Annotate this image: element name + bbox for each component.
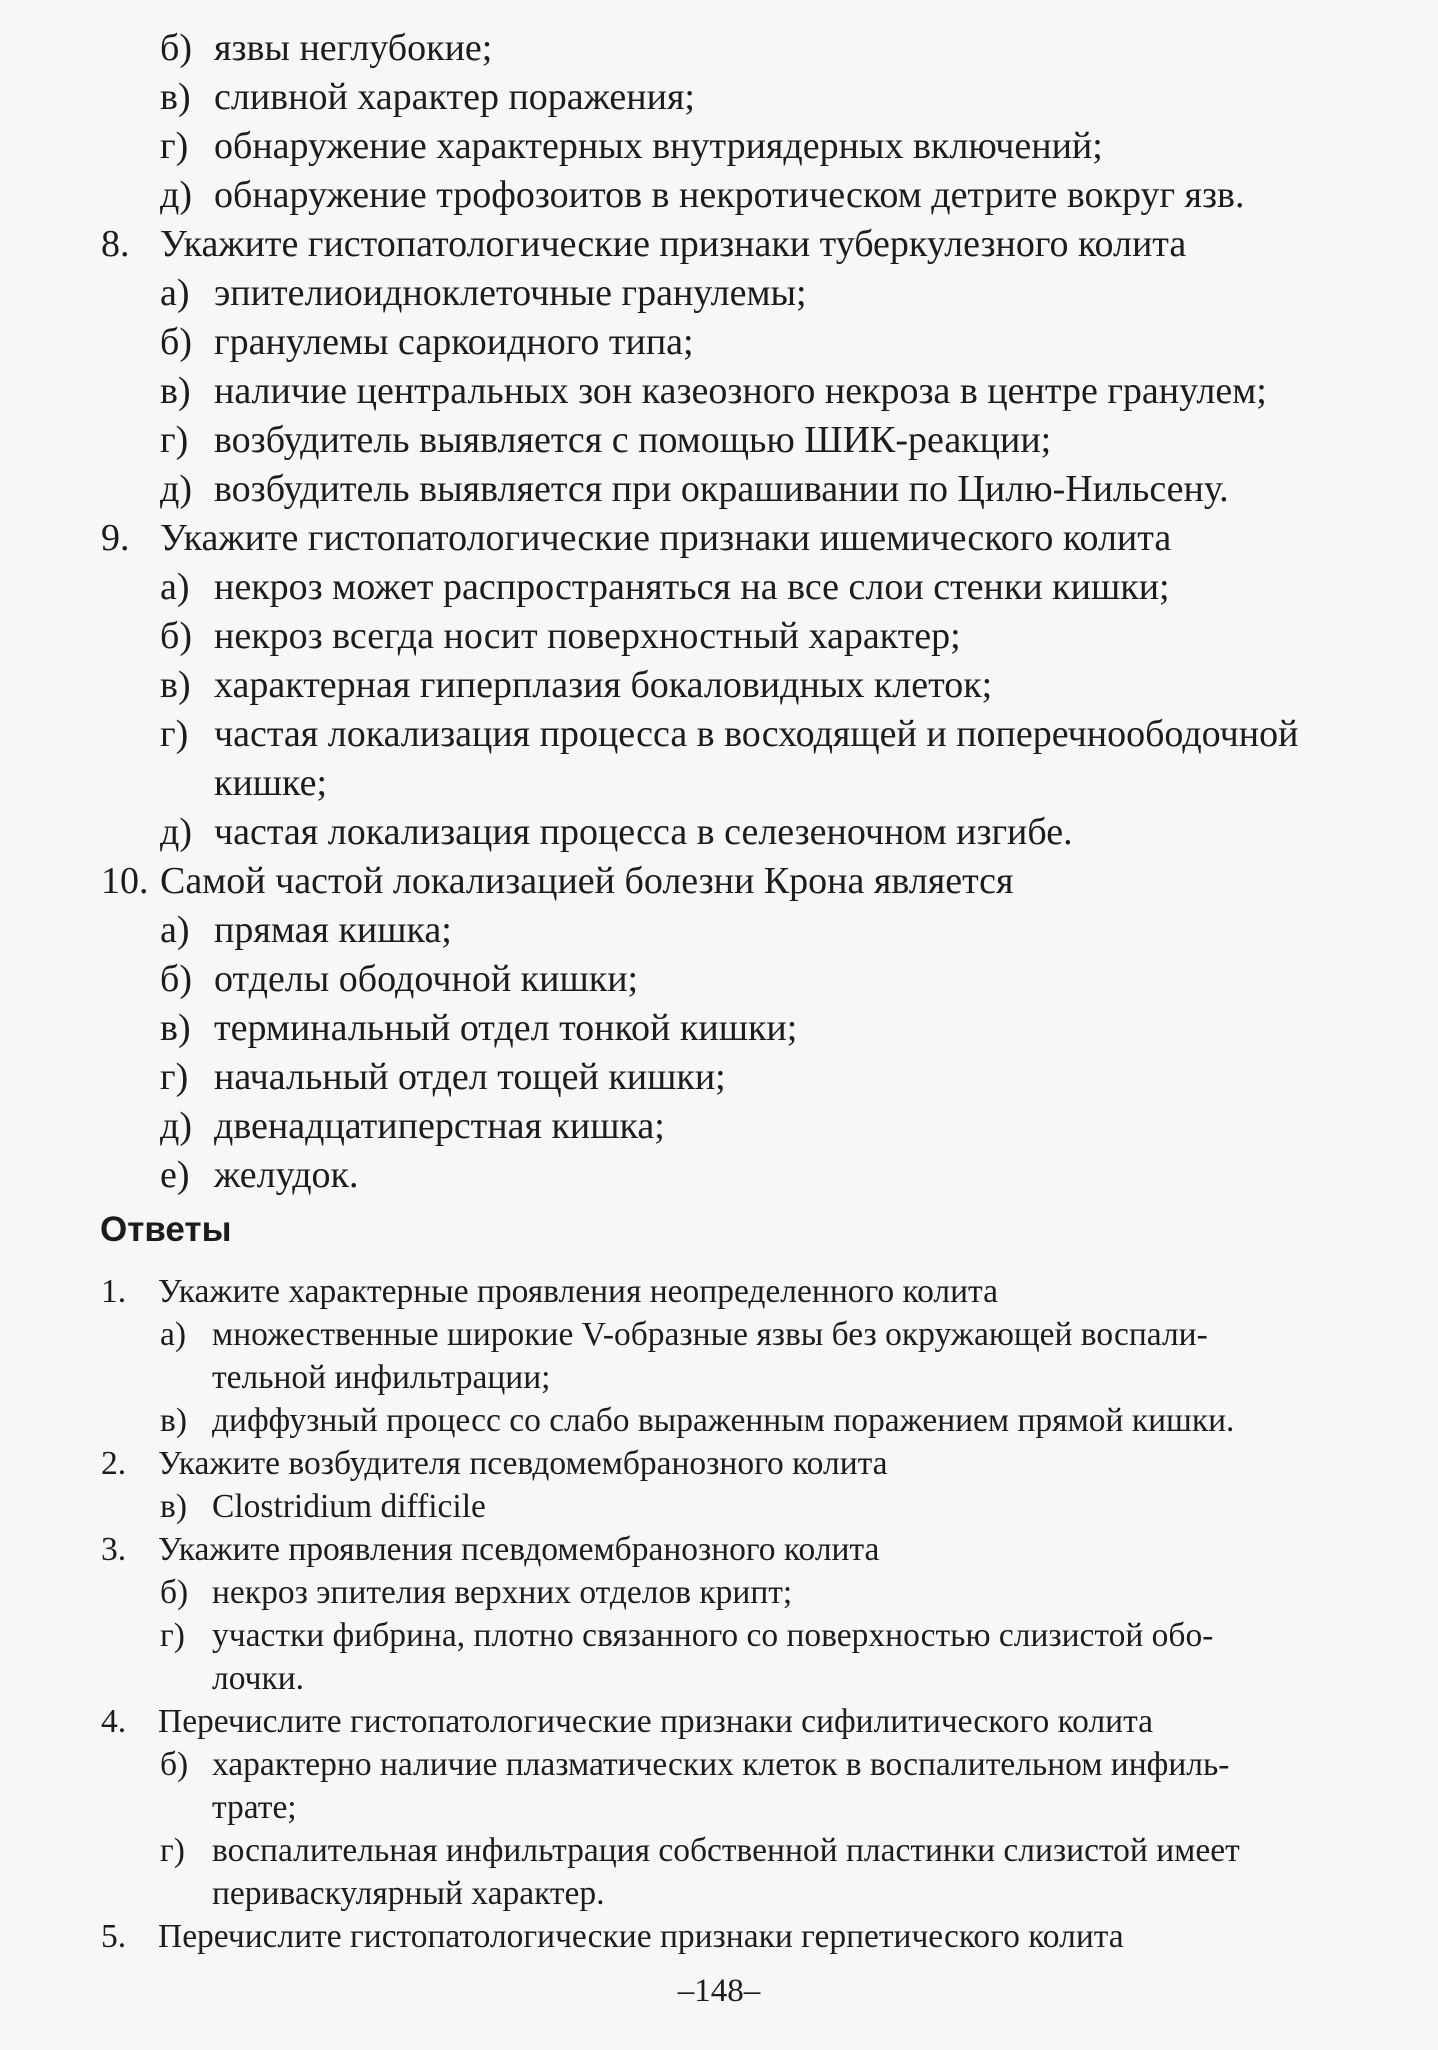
option-label: д): [160, 811, 192, 853]
question-number: 9.: [101, 517, 130, 559]
option-text: возбудитель выявляется с помощью ШИК-реакции;: [214, 419, 1052, 461]
question-text: Укажите гистопатологические признаки туберкулезного колита: [160, 223, 1187, 265]
option-text-continued: периваскулярный характер.: [212, 1875, 605, 1912]
option-label: д): [160, 174, 192, 216]
option-text: язвы неглубокие;: [214, 27, 493, 69]
answer-question: Укажите характерные проявления неопределенного колита: [158, 1273, 998, 1310]
option-label: г): [160, 419, 189, 461]
option-text: некроз всегда носит поверхностный характер;: [214, 615, 961, 657]
option-text: воспалительная инфильтрация собственной пластинки слизистой имеет: [212, 1832, 1240, 1869]
option-label: а): [160, 1316, 187, 1353]
option-label: г): [160, 1832, 185, 1869]
answer-question: Перечислите гистопатологические признаки герпетического колита: [158, 1918, 1124, 1955]
option-label: в): [160, 664, 191, 706]
option-text-continued: тельной инфильтрации;: [212, 1359, 551, 1396]
option-text: частая локализация процесса в селезеночном изгибе.: [214, 811, 1073, 853]
option-text: частая локализация процесса в восходящей и поперечноободочной: [214, 713, 1299, 755]
option-text: обнаружение трофозоитов в некротическом детрите вокруг язв.: [214, 174, 1245, 216]
option-text-continued: лочки.: [212, 1660, 305, 1697]
option-text-continued: кишке;: [214, 762, 327, 804]
option-label: а): [160, 272, 190, 314]
option-label: в): [160, 1007, 191, 1049]
option-text: наличие центральных зон казеозного некроза в центре гранулем;: [214, 370, 1267, 412]
option-text: множественные широкие V-образные язвы без окружающей воспали-: [212, 1316, 1208, 1353]
option-label: е): [160, 1154, 190, 1196]
answers-heading: Ответы: [100, 1210, 232, 1249]
option-label: а): [160, 566, 190, 608]
option-text: диффузный процесс со слабо выраженным поражением прямой кишки.: [212, 1402, 1235, 1439]
option-label: в): [160, 76, 191, 118]
answer-question: Укажите проявления псевдомембранозного колита: [158, 1531, 880, 1568]
option-text: Clostridium difficile: [212, 1488, 486, 1525]
answer-question: Укажите возбудителя псевдомембранозного колита: [158, 1445, 888, 1482]
page-number: –148–: [677, 1973, 761, 2009]
question-number: 10.: [101, 860, 149, 902]
option-text: обнаружение характерных внутриядерных включений;: [214, 125, 1103, 167]
option-text: двенадцатиперстная кишка;: [214, 1105, 665, 1147]
option-label: б): [160, 27, 192, 69]
option-label: б): [160, 321, 192, 363]
option-text: эпителиоидноклеточные гранулемы;: [214, 272, 807, 314]
option-label: б): [160, 1574, 189, 1611]
option-label: д): [160, 1105, 192, 1147]
option-label: б): [160, 958, 192, 1000]
option-text: гранулемы саркоидного типа;: [214, 321, 694, 363]
option-text: участки фибрина, плотно связанного со поверхностью слизистой обо-: [212, 1617, 1214, 1654]
option-label: в): [160, 1402, 187, 1439]
option-label: д): [160, 468, 192, 510]
answer-number: 2.: [101, 1445, 127, 1482]
option-label: б): [160, 615, 192, 657]
answer-question: Перечислите гистопатологические признаки сифилитического колита: [158, 1703, 1154, 1740]
option-label: а): [160, 909, 190, 951]
answer-number: 3.: [101, 1531, 127, 1568]
option-text: характерно наличие плазматических клеток в воспалительном инфиль-: [212, 1746, 1230, 1783]
option-text-continued: трате;: [212, 1789, 297, 1826]
answer-number: 5.: [101, 1918, 127, 1955]
option-text: прямая кишка;: [214, 909, 452, 951]
option-label: г): [160, 713, 189, 755]
option-text: характерная гиперплазия бокаловидных клеток;: [214, 664, 993, 706]
question-text: Самой частой локализацией болезни Крона является: [160, 860, 1014, 902]
option-label: б): [160, 1746, 189, 1783]
option-text: начальный отдел тощей кишки;: [214, 1056, 726, 1098]
option-text: сливной характер поражения;: [214, 76, 695, 118]
option-text: некроз может распространяться на все слои стенки кишки;: [214, 566, 1170, 608]
option-label: в): [160, 1488, 187, 1525]
question-text: Укажите гистопатологические признаки ишемического колита: [160, 517, 1172, 559]
option-text: отделы ободочной кишки;: [214, 958, 639, 1000]
option-label: г): [160, 1617, 185, 1654]
question-number: 8.: [101, 223, 130, 265]
answer-number: 4.: [101, 1703, 127, 1740]
answer-number: 1.: [101, 1273, 127, 1310]
option-text: возбудитель выявляется при окрашивании по Цилю-Нильсену.: [214, 468, 1229, 510]
option-text: некроз эпителия верхних отделов крипт;: [212, 1574, 793, 1611]
option-label: в): [160, 370, 191, 412]
option-text: желудок.: [214, 1154, 359, 1196]
option-label: г): [160, 1056, 189, 1098]
option-text: терминальный отдел тонкой кишки;: [214, 1007, 798, 1049]
option-label: г): [160, 125, 189, 167]
